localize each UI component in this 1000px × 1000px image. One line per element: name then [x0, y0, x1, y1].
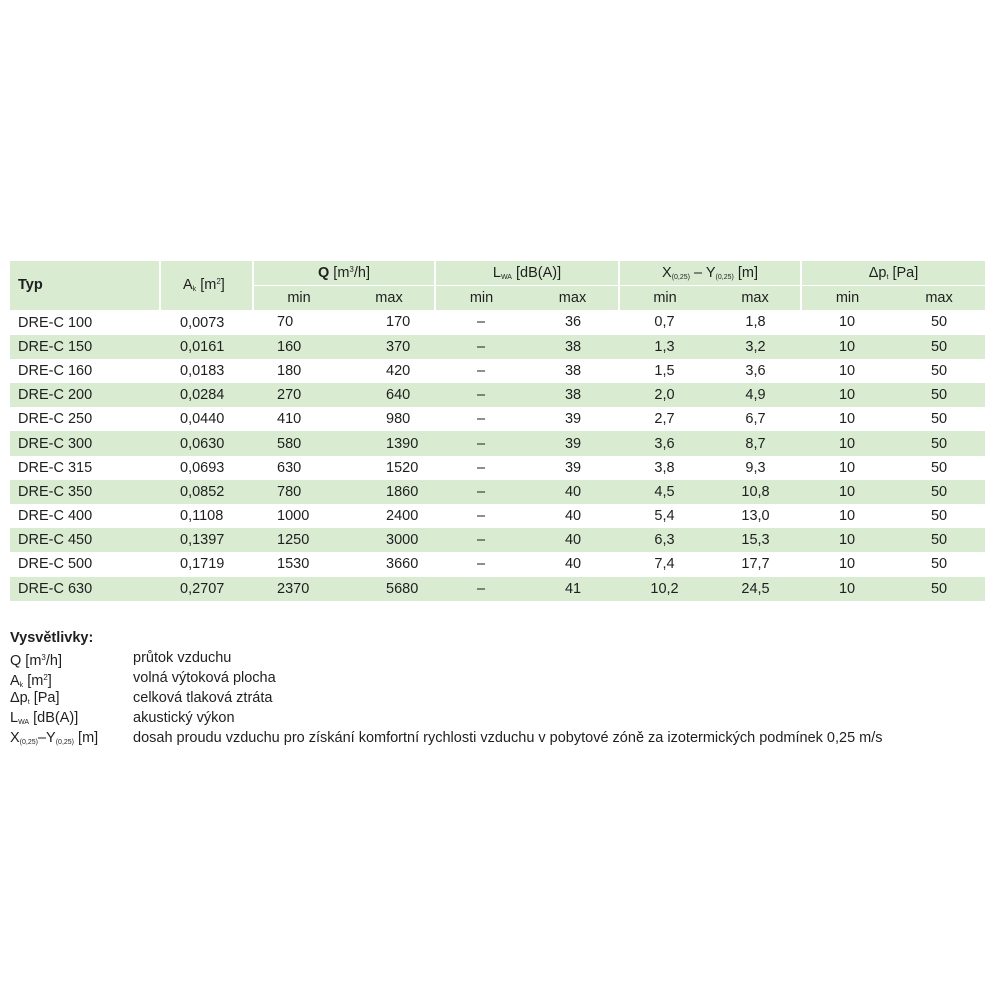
table-row — [10, 383, 985, 407]
cell-q-min: 270 — [253, 383, 344, 407]
cell-q-max: 170 — [386, 314, 411, 331]
legend-term: $\Delta p_t$ [Pa] — [10, 690, 60, 706]
cell-lwa-max: 40 — [527, 480, 619, 504]
table-row — [10, 528, 985, 552]
cell-dp-max: 50 — [893, 431, 985, 455]
header-dp-min: min — [801, 286, 893, 311]
cell-q-max: 1860 — [344, 480, 435, 504]
cell-x-min: 0,7 — [654, 314, 675, 331]
cell-lwa-min: – — [476, 314, 486, 331]
cell-dp-min: 10 — [801, 431, 893, 455]
cell-lwa-max: 38 — [564, 362, 582, 379]
cell-dp-max: 50 — [930, 314, 948, 331]
cell-q-max: 640 — [344, 383, 435, 407]
cell-ak: 0,0440 — [180, 411, 225, 428]
header-q-min: min — [253, 286, 344, 311]
legend-desc: celková tlaková ztráta — [133, 690, 273, 706]
cell-dp-max: 50 — [930, 459, 948, 476]
cell-dp-min: 10 — [801, 480, 893, 504]
cell-typ: DRE-C 630 — [10, 577, 160, 601]
cell-dp-max: 50 — [893, 335, 985, 359]
cell-x-max: 13,0 — [741, 508, 770, 525]
cell-x-max: 17,7 — [741, 556, 770, 573]
table-row — [10, 335, 985, 359]
table-row — [10, 456, 985, 480]
cell-lwa-max: 38 — [527, 383, 619, 407]
cell-dp-min: 10 — [838, 508, 856, 525]
header-q-max: max — [344, 286, 435, 311]
legend — [10, 628, 883, 748]
cell-dp-min: 10 — [838, 459, 856, 476]
cell-typ: DRE-C 450 — [10, 528, 160, 552]
cell-lwa-min: – — [476, 411, 486, 428]
cell-ak: 0,1397 — [160, 528, 253, 552]
cell-lwa-min: – — [435, 577, 527, 601]
cell-x-max: 24,5 — [710, 577, 801, 601]
header-dp-max: max — [893, 286, 985, 311]
header-lwa-max: max — [527, 286, 619, 311]
cell-x-max: 3,6 — [745, 362, 766, 379]
legend-item-lwa — [10, 708, 883, 728]
cell-ak: 0,0852 — [160, 480, 253, 504]
table-body — [10, 310, 985, 601]
cell-typ: DRE-C 200 — [10, 383, 160, 407]
cell-dp-max: 50 — [930, 508, 948, 525]
legend-desc: dosah proudu vzduchu pro získání komfortní rychlosti vzduchu v pobytové zóně za izotermických podmínek 0,25 m/s — [133, 730, 883, 746]
table-row — [10, 310, 985, 335]
header-dp: $\Delta p_t$ [Pa] — [801, 261, 985, 286]
legend-item-ak — [10, 668, 883, 688]
cell-x-max: 8,7 — [710, 431, 801, 455]
cell-q-min: 160 — [253, 335, 344, 359]
legend-desc: volná výtoková plocha — [133, 670, 276, 686]
cell-typ: DRE-C 100 — [18, 314, 93, 331]
cell-dp-min: 10 — [838, 362, 856, 379]
cell-x-max: 6,7 — [745, 411, 766, 428]
cell-x-max: 3,2 — [710, 335, 801, 359]
cell-x-min: 1,5 — [654, 362, 675, 379]
legend-item-q — [10, 648, 883, 668]
cell-dp-min: 10 — [838, 314, 856, 331]
header-lwa: $L_{WA}$ [dB(A)] — [435, 261, 619, 286]
cell-q-min: 1250 — [253, 528, 344, 552]
legend-term: $X_{(0,25)}-Y_{(0,25)}$ [m] — [10, 730, 99, 746]
cell-ak: 0,0073 — [180, 314, 225, 331]
cell-lwa-max: 41 — [527, 577, 619, 601]
cell-ak: 0,1719 — [180, 556, 225, 573]
cell-dp-max: 50 — [893, 383, 985, 407]
cell-dp-max: 50 — [893, 577, 985, 601]
table-row — [10, 359, 985, 383]
header-xy-max: max — [710, 286, 801, 311]
cell-x-min: 3,8 — [654, 459, 675, 476]
legend-desc: akustický výkon — [133, 710, 235, 726]
cell-q-min: 1530 — [277, 556, 310, 573]
cell-lwa-min: – — [435, 528, 527, 552]
cell-x-min: 3,6 — [619, 431, 710, 455]
cell-typ: DRE-C 300 — [10, 431, 160, 455]
cell-typ: DRE-C 350 — [10, 480, 160, 504]
cell-q-max: 980 — [386, 411, 411, 428]
cell-lwa-max: 39 — [564, 411, 582, 428]
cell-lwa-min: – — [435, 335, 527, 359]
cell-x-min: 6,3 — [619, 528, 710, 552]
cell-q-max: 1390 — [344, 431, 435, 455]
cell-ak: 0,0284 — [160, 383, 253, 407]
cell-q-min: 580 — [253, 431, 344, 455]
table-row — [10, 431, 985, 455]
cell-dp-max: 50 — [930, 362, 948, 379]
cell-dp-min: 10 — [801, 577, 893, 601]
cell-q-min: 780 — [253, 480, 344, 504]
cell-q-max: 370 — [344, 335, 435, 359]
cell-lwa-min: – — [476, 556, 486, 573]
cell-x-min: 4,5 — [619, 480, 710, 504]
cell-x-max: 1,8 — [745, 314, 766, 331]
cell-q-max: 2400 — [386, 508, 419, 525]
cell-lwa-min: – — [435, 383, 527, 407]
cell-lwa-min: – — [435, 480, 527, 504]
cell-q-max: 1520 — [386, 459, 419, 476]
cell-ak: 0,0693 — [180, 459, 225, 476]
cell-typ: DRE-C 315 — [18, 459, 93, 476]
cell-dp-min: 10 — [838, 411, 856, 428]
legend-term: Q $[m^3/h]$ — [10, 653, 62, 669]
cell-lwa-max: 40 — [564, 556, 582, 573]
header-q: Q $[m^3/h]$ — [253, 261, 435, 286]
cell-lwa-max: 39 — [527, 431, 619, 455]
cell-x-min: 1,3 — [619, 335, 710, 359]
cell-lwa-max: 36 — [564, 314, 582, 331]
cell-ak: 0,2707 — [160, 577, 253, 601]
cell-dp-min: 10 — [801, 335, 893, 359]
specification-table — [10, 261, 985, 601]
table-row — [10, 577, 985, 601]
header-xy-min: min — [619, 286, 710, 311]
cell-dp-max: 50 — [930, 556, 948, 573]
cell-q-min: 410 — [277, 411, 302, 428]
cell-typ: DRE-C 500 — [18, 556, 93, 573]
header-xy: $X_{(0,25)} - Y_{(0,25)}$ [m] — [619, 261, 801, 286]
cell-x-max: 15,3 — [710, 528, 801, 552]
cell-lwa-max: 40 — [564, 508, 582, 525]
cell-lwa-min: – — [476, 508, 486, 525]
cell-q-max: 3000 — [344, 528, 435, 552]
cell-q-min: 630 — [277, 459, 302, 476]
cell-lwa-min: – — [435, 431, 527, 455]
table-row — [10, 480, 985, 504]
cell-typ: DRE-C 250 — [18, 411, 93, 428]
cell-q-min: 70 — [277, 314, 294, 331]
cell-q-max: 420 — [386, 362, 411, 379]
cell-x-min: 2,0 — [619, 383, 710, 407]
cell-ak: 0,1108 — [180, 508, 224, 525]
cell-x-max: 9,3 — [745, 459, 766, 476]
legend-desc: průtok vzduchu — [133, 650, 232, 666]
cell-ak: 0,0183 — [180, 362, 225, 379]
cell-lwa-max: 39 — [564, 459, 582, 476]
cell-dp-max: 50 — [930, 411, 948, 428]
cell-lwa-max: 40 — [527, 528, 619, 552]
header-lwa-min: min — [435, 286, 527, 311]
cell-lwa-min: – — [476, 459, 486, 476]
cell-x-max: 10,8 — [710, 480, 801, 504]
cell-q-min: 2370 — [253, 577, 344, 601]
cell-typ: DRE-C 160 — [18, 362, 93, 379]
cell-dp-max: 50 — [893, 480, 985, 504]
cell-q-min: 1000 — [277, 508, 310, 525]
cell-x-min: 5,4 — [654, 508, 675, 525]
cell-x-min: 2,7 — [654, 411, 675, 428]
legend-item-xy — [10, 728, 883, 748]
cell-dp-min: 10 — [801, 383, 893, 407]
cell-ak: 0,0161 — [160, 335, 253, 359]
legend-term: $A_k$ $[m^2]$ — [10, 673, 52, 689]
cell-dp-min: 10 — [838, 556, 856, 573]
legend-title: Vysvětlivky: — [10, 630, 94, 646]
cell-dp-max: 50 — [893, 528, 985, 552]
cell-ak: 0,0630 — [160, 431, 253, 455]
cell-dp-min: 10 — [801, 528, 893, 552]
cell-lwa-min: – — [476, 362, 486, 379]
cell-q-min: 180 — [277, 362, 302, 379]
table-row — [10, 504, 985, 528]
cell-lwa-max: 38 — [527, 335, 619, 359]
legend-term: $L_{WA}$ [dB(A)] — [10, 710, 79, 726]
cell-x-min: 7,4 — [654, 556, 675, 573]
legend-item-dp — [10, 688, 883, 708]
table-row — [10, 407, 985, 431]
cell-typ: DRE-C 400 — [18, 508, 93, 525]
cell-q-max: 5680 — [344, 577, 435, 601]
header-typ: Typ — [10, 261, 160, 310]
cell-q-max: 3660 — [386, 556, 419, 573]
table-row — [10, 552, 985, 576]
cell-x-max: 4,9 — [710, 383, 801, 407]
header-ak: $A_k$ $[m^2]$ — [160, 261, 253, 310]
cell-x-min: 10,2 — [619, 577, 710, 601]
cell-typ: DRE-C 150 — [10, 335, 160, 359]
